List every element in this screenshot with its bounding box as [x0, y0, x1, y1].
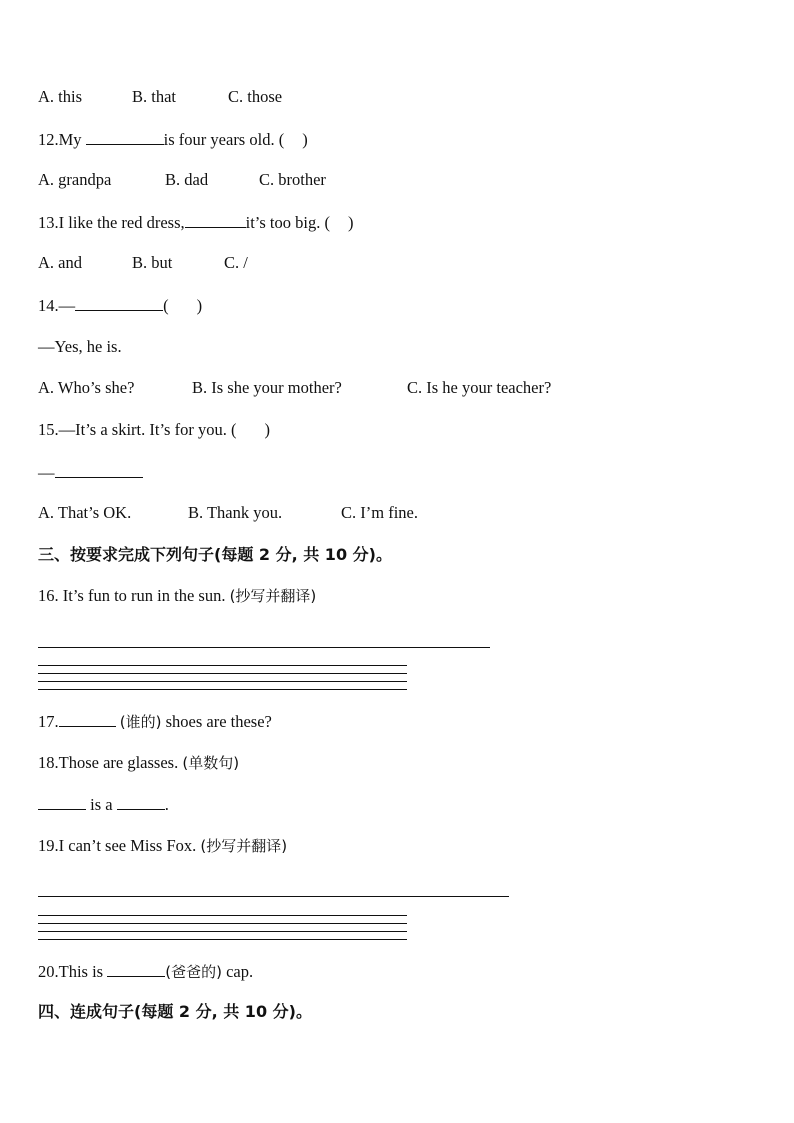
q15-text: 15.—It’s a skirt. It’s for you. ( [38, 420, 237, 439]
q16-instruction: (抄写并翻译) [229, 587, 317, 605]
q16-writing-line-4[interactable] [38, 689, 407, 690]
q18-answer-mid: is a [86, 795, 117, 814]
q15-stem [38, 420, 270, 440]
q19-writing-line-2[interactable] [38, 923, 407, 924]
q12-option-b: B. dad [165, 170, 209, 189]
q18-english: 18.Those are glasses. [38, 753, 183, 772]
q12-close-paren: ) [302, 130, 308, 149]
q14-close-paren: ) [196, 296, 203, 315]
q16-copy-line[interactable] [38, 647, 490, 648]
q11-options [38, 87, 282, 107]
q12-stem [38, 129, 308, 150]
q13-text-post: it’s too big. ( [245, 213, 330, 232]
q19-instruction: (抄写并翻译) [200, 837, 288, 855]
q14-blank[interactable] [75, 295, 163, 311]
q13-stem [38, 212, 353, 233]
q14-text-pre: 14.— [38, 296, 76, 315]
q17-stem [38, 711, 272, 732]
q13-option-a: A. and [38, 253, 82, 272]
q11-option-b: B. that [132, 87, 176, 106]
q13-blank[interactable] [185, 212, 246, 228]
q12-options [38, 170, 326, 190]
q20-text-post: cap. [221, 962, 254, 981]
q12-text-post: is four years old. ( [163, 130, 285, 149]
q16-writing-line-2[interactable] [38, 673, 407, 674]
q16-stem [38, 586, 316, 606]
q18-answer-end: . [164, 795, 169, 814]
q15-dash: — [38, 463, 55, 482]
q15-option-b: B. Thank you. [188, 503, 283, 522]
q14-option-b: B. Is she your mother? [192, 378, 342, 397]
q15-response [38, 462, 143, 483]
q13-close-paren: ) [347, 213, 354, 232]
q20-stem [38, 961, 253, 982]
q12-option-a: A. grandpa [38, 170, 112, 189]
q16-english: 16. It’s fun to run in the sun. [38, 586, 230, 605]
q14-option-c: C. Is he your teacher? [407, 378, 552, 397]
q19-english: 19.I can’t see Miss Fox. [38, 836, 201, 855]
q16-writing-line-1[interactable] [38, 665, 407, 666]
q19-copy-line[interactable] [38, 896, 509, 897]
q13-options [38, 253, 248, 273]
q16-writing-line-3[interactable] [38, 681, 407, 682]
q20-hint: (爸爸的) [165, 963, 222, 981]
q14-options [38, 378, 551, 398]
q20-text-pre: 20.This is [38, 962, 108, 981]
q14-option-a: A. Who’s she? [38, 378, 135, 397]
q18-stem [38, 753, 239, 773]
section-4-heading: 四、连成句子(每题 2 分, 共 10 分)。 [38, 1002, 312, 1021]
q17-number: 17. [38, 712, 59, 731]
q12-text-pre: 12.My [38, 130, 86, 149]
q17-text-post: shoes are these? [161, 712, 272, 731]
q15-option-c: C. I’m fine. [341, 503, 418, 522]
q12-option-c: C. brother [259, 170, 326, 189]
q19-writing-line-3[interactable] [38, 931, 407, 932]
q15-close-paren: ) [264, 420, 270, 439]
q17-hint: (谁的) [119, 713, 162, 731]
q13-text-pre: 13.I like the red dress, [38, 213, 185, 232]
q18-instruction: (单数句) [182, 754, 240, 772]
q19-writing-line-4[interactable] [38, 939, 407, 940]
q11-option-a: A. this [38, 87, 83, 106]
q18-blank-1[interactable] [38, 794, 86, 810]
q14-stem [38, 295, 202, 316]
q11-option-c: C. those [228, 87, 283, 106]
section-3-heading: 三、按要求完成下列句子(每题 2 分, 共 10 分)。 [38, 545, 392, 564]
q18-blank-2[interactable] [117, 794, 165, 810]
q14-open-paren: ( [163, 296, 169, 315]
q13-option-c: C. / [224, 253, 248, 272]
q19-writing-line-1[interactable] [38, 915, 407, 916]
q20-blank[interactable] [107, 961, 165, 977]
q15-blank[interactable] [55, 462, 143, 478]
q18-answer [38, 794, 169, 815]
q15-option-a: A. That’s OK. [38, 503, 132, 522]
q12-blank[interactable] [86, 129, 164, 145]
q14-reply: —Yes, he is. [38, 337, 122, 356]
q15-options [38, 503, 418, 523]
q17-blank[interactable] [59, 711, 116, 727]
q19-stem [38, 836, 287, 856]
q13-option-b: B. but [132, 253, 173, 272]
